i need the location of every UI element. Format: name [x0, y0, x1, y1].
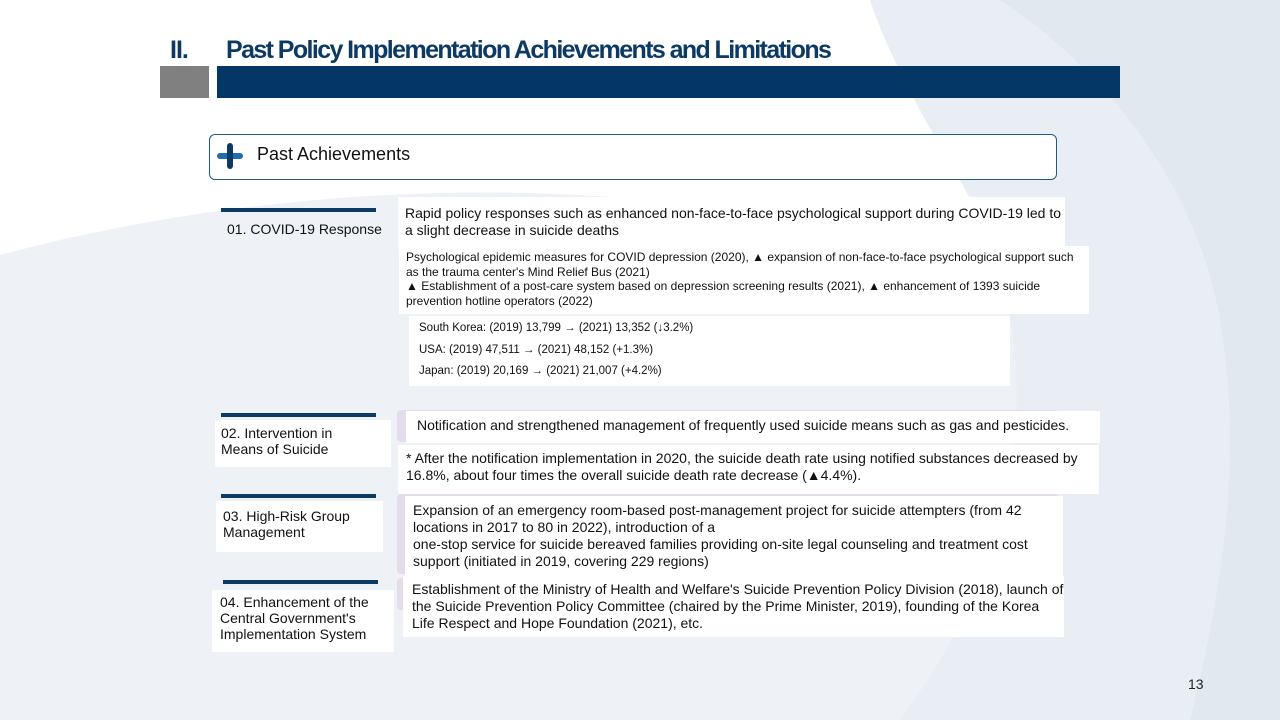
category-label-central: [212, 590, 394, 652]
category-label-central-line1: 04. Enhancement of the: [220, 594, 369, 610]
category-label-highrisk-line1: 03. High-Risk Group: [223, 508, 350, 524]
header-navy-bar: [217, 66, 1120, 98]
category-label-central-line2: Central Government's: [220, 610, 356, 626]
category-label-highrisk-line2: Management: [223, 524, 305, 540]
covid-summary-text: Rapid policy responses such as enhanced non-face-to-face psychological support during COVID-19 led to a slight decrease in suicide deaths: [405, 205, 1062, 238]
covid-detail: [399, 246, 1089, 314]
covid-summary: [398, 197, 1065, 249]
means-note-text: * After the notification implementation in 2020, the suicide death rate using notified substances decreased by 16.8%, about four times the overall suicide death rate decrease (▲4.4%).: [406, 450, 1078, 483]
category-label-covid: 01. COVID-19 Response: [227, 221, 382, 237]
highrisk-summary-line1: Expansion of an emergency room-based post-management project for suicide attempters (from 42 locations in 2017 to 80 in 2022), introduction of a: [413, 502, 1022, 535]
highrisk-summary: [405, 496, 1063, 578]
header-gray-block: [160, 66, 209, 98]
category-divider: [221, 494, 376, 498]
central-summary: [403, 576, 1064, 637]
category-divider: [221, 208, 376, 212]
highrisk-summary-line2: one-stop service for suicide bereaved families providing on-site legal counseling and treatment cost support (initiated in 2019, covering 229 regions): [413, 536, 1028, 569]
covid-detail-line2: ▲ Establishment of a post-care system based on depression screening results (2021), ▲ enhancement of 1393 suicide prevention hotline operators (2022): [406, 279, 1041, 308]
category-divider: [223, 580, 378, 584]
category-divider: [221, 413, 376, 417]
means-summary: [406, 411, 1100, 443]
covid-stat-japan: Japan: (2019) 20,169 → (2021) 21,007 (+4.2%): [419, 365, 662, 377]
covid-stat-usa: USA: (2019) 47,511 → (2021) 48,152 (+1.3%): [419, 343, 654, 356]
page-number: 13: [1188, 676, 1204, 692]
page-title: Past Policy Implementation Achievements and Limitations: [226, 36, 831, 64]
means-summary-text: Notification and strengthened management of frequently used suicide means such as gas and pesticides.: [417, 417, 1070, 433]
covid-stats: [409, 316, 1010, 386]
category-label-means: [215, 420, 391, 467]
plus-cross-icon: [216, 142, 244, 170]
covid-detail-line1: Psychological epidemic measures for COVID depression (2020), ▲ expansion of non-face-to-face psychological support such as the trauma center's Mind Relief Bus (2021): [406, 250, 1074, 279]
category-label-central-line3: Implementation System: [220, 626, 367, 642]
covid-stat-korea: South Korea: (2019) 13,799 → (2021) 13,352 (↓3.2%): [419, 322, 694, 334]
achievements-label: Past Achievements: [257, 144, 411, 164]
category-label-means-line2: Means of Suicide: [221, 441, 329, 457]
category-label-means-line1: 02. Intervention in: [221, 425, 333, 441]
category-label-highrisk: [216, 501, 383, 552]
means-note: [398, 445, 1099, 494]
section-number: II.: [170, 36, 188, 64]
central-summary-text: Establishment of the Ministry of Health and Welfare's Suicide Prevention Policy Division (2018), launch of the Suicide Prevention Policy Committee (chaired by the Prime Minister, 2019), founding of the Korea Life Respect and Hope Foundation (2021), etc.: [412, 581, 1064, 631]
